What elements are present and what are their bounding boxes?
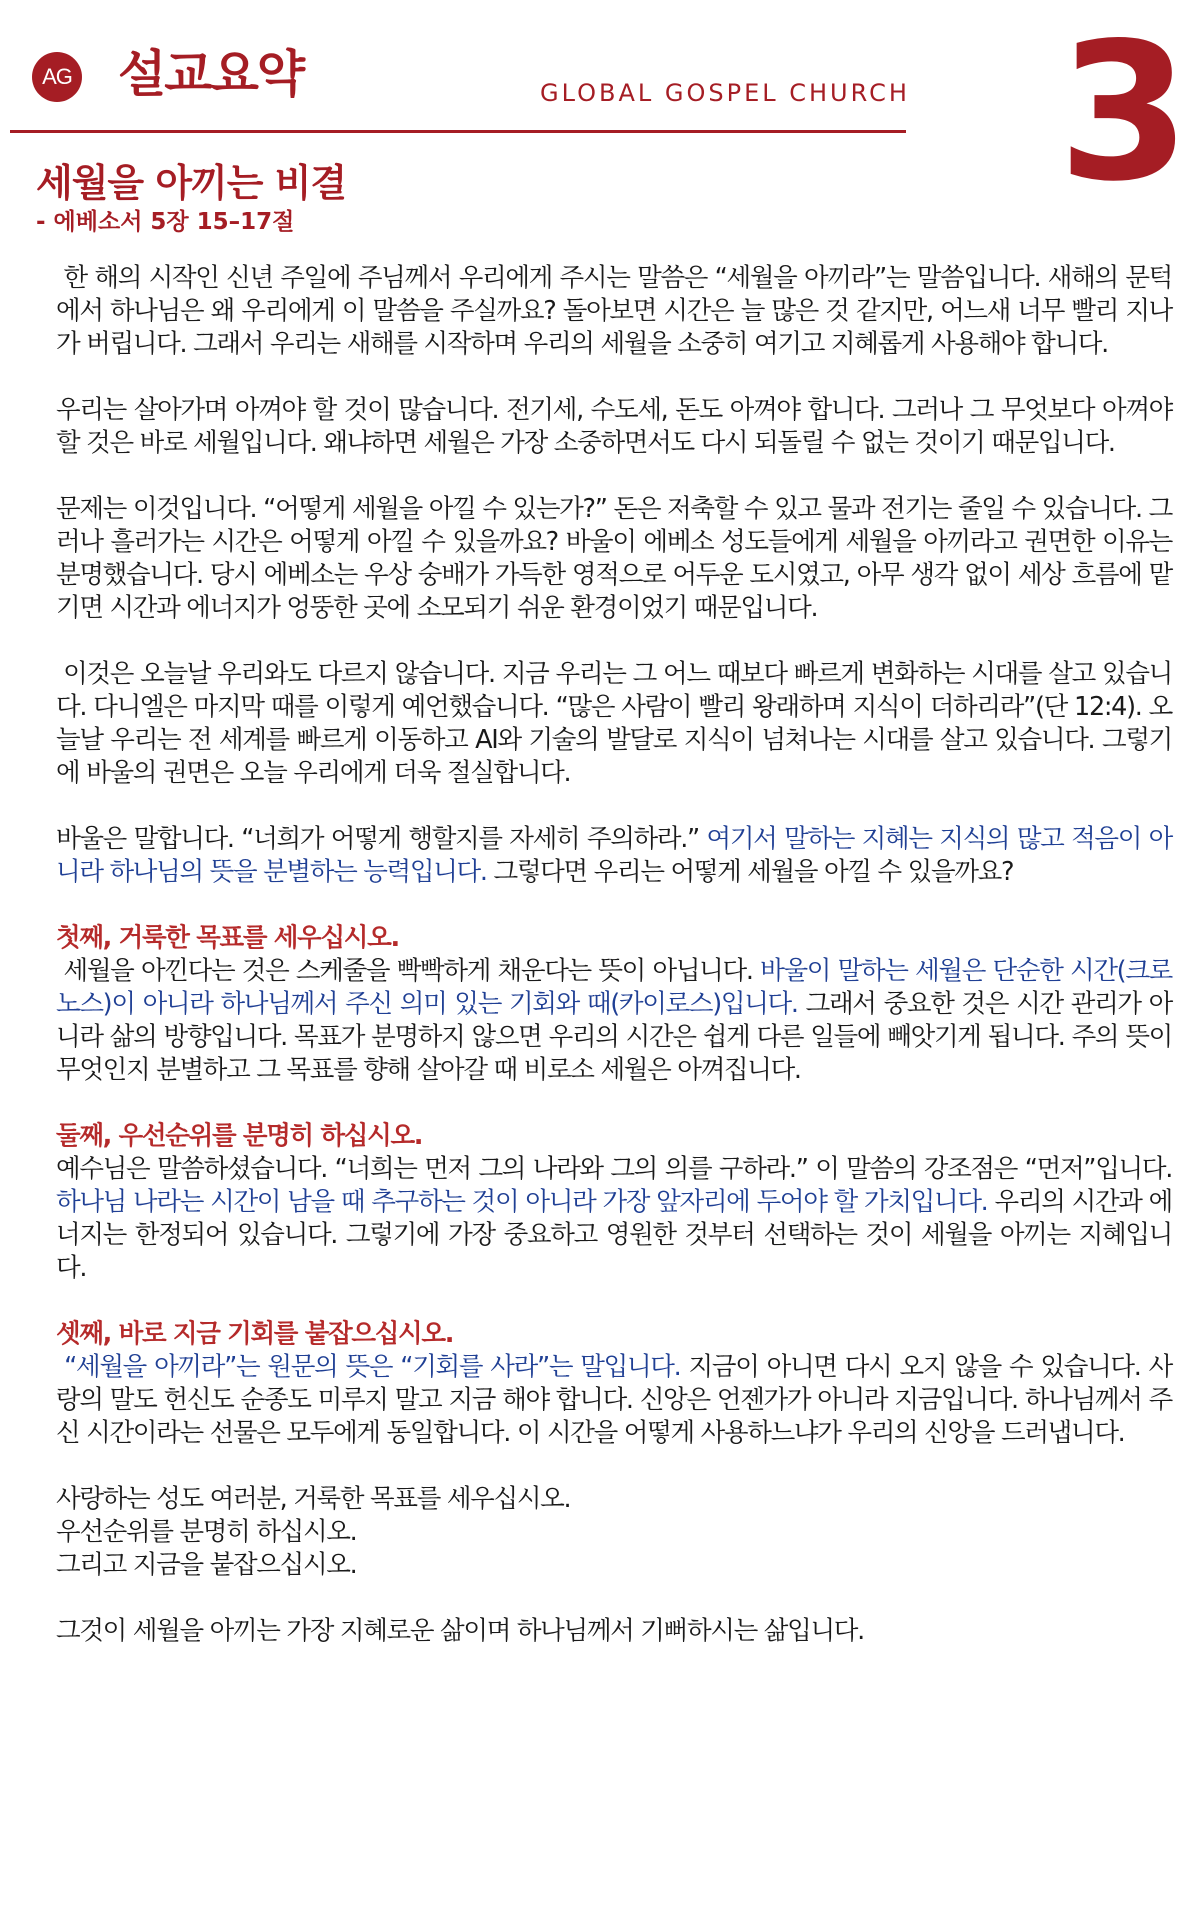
point-1 bbox=[56, 922, 1172, 1087]
point-1-heading: 첫째, 거룩한 목표를 세우십시오. bbox=[56, 923, 399, 953]
church-logo bbox=[32, 52, 82, 102]
church-name: GLOBAL GOSPEL CHURCH bbox=[540, 79, 910, 107]
point-3-heading: 셋째, 바로 지금 기회를 붙잡으십시오. bbox=[56, 1319, 454, 1349]
point-2 bbox=[56, 1120, 1172, 1285]
point-2-text-end: 우리의 시간과 에너지는 한정되어 있습니다. 그렇기에 가장 중요하고 영원한 것부터 선택하는 것이 세월을 아끼는 지혜입니다. bbox=[56, 1187, 1173, 1283]
point-2-heading: 둘째, 우선순위를 분명히 하십시오. bbox=[56, 1121, 423, 1151]
closing-line-2: 우선순위를 분명히 하십시오. bbox=[56, 1517, 357, 1547]
paragraph-4 bbox=[56, 658, 1172, 790]
point-2-emphasis: 하나님 나라는 시간이 남을 때 추구하는 것이 아니라 가장 앞자리에 두어야 할 가치입니다. bbox=[56, 1187, 988, 1217]
header-divider bbox=[10, 130, 906, 133]
page-title: 설교요약 bbox=[118, 45, 304, 103]
scripture-reference: - 에베소서 5장 15–17절 bbox=[36, 209, 295, 235]
point-3-text: 지금이 아니면 다시 오지 않을 수 있습니다. 사랑의 말도 헌신도 순종도 미루지 말고 지금 해야 합니다. 신앙은 언젠가가 아니라 지금입니다. 하나님께서 주신 시간이라는 선물은 모두에게 동일합니다. 이 시간을 어떻게 사용하느냐가 우리의 신앙을 드러냅니다. bbox=[56, 1352, 1172, 1448]
issue-number: 3 bbox=[1058, 2, 1191, 223]
closing-line-4: 그것이 세월을 아끼는 가장 지혜로운 삶이며 하나님께서 기뻐하시는 삶입니다. bbox=[56, 1616, 864, 1646]
paragraph-2-text: 우리는 살아가며 아껴야 할 것이 많습니다. 전기세, 수도세, 돈도 아껴야 합니다. 그러나 그 무엇보다 아껴야 할 것은 바로 세월입니다. 왜냐하면 세월은 가장 소중하면서도 다시 되돌릴 수 없는 것이기 때문입니다. bbox=[56, 395, 1172, 458]
closing-line-3: 그리고 지금을 붙잡으십시오. bbox=[56, 1550, 357, 1580]
sermon-body bbox=[56, 262, 1172, 1681]
point-3 bbox=[56, 1318, 1172, 1450]
point-1-emphasis: 바울이 말하는 세월은 단순한 시간(크로노스)이 아니라 하나님께서 주신 의미 있는 기회와 때(카이로스)입니다. bbox=[56, 956, 1172, 1019]
sermon-title: 세월을 아끼는 비결 bbox=[36, 161, 347, 205]
point-2-text: 예수님은 말씀하셨습니다. “너희는 먼저 그의 나라와 그의 의를 구하라.” 이 말씀의 강조점은 “먼저”입니다. bbox=[56, 1154, 1172, 1184]
point-1-text-end: 그래서 중요한 것은 시간 관리가 아니라 삶의 방향입니다. 목표가 분명하지 않으면 우리의 시간은 쉽게 다른 일들에 빼앗기게 됩니다. 주의 뜻이 무엇인지 분별하고 그 목표를 향해 살아갈 때 비로소 세월은 아껴집니다. bbox=[56, 989, 1173, 1085]
logo-text: AG bbox=[42, 64, 72, 89]
paragraph-intro bbox=[56, 262, 1172, 361]
paragraph-5-text-end: 그렇다면 우리는 어떻게 세월을 아낄 수 있을까요? bbox=[486, 857, 1014, 887]
paragraph-4-text: 이것은 오늘날 우리와도 다르지 않습니다. 지금 우리는 그 어느 때보다 빠르게 변화하는 시대를 살고 있습니다. 다니엘은 마지막 때를 이렇게 예언했습니다. “많은 사람이 빨리 왕래하며 지식이 더하리라”(단 12:4). 오늘날 우리는 전 세계를 빠르게 이동하고 AI와 기술의 발달로 지식이 넘쳐나는 시대를 살고 있습니다. 그렇기에 바울의 권면은 오늘 우리에게 더욱 절실합니다. bbox=[56, 659, 1172, 788]
paragraph-3-text: 문제는 이것입니다. “어떻게 세월을 아낄 수 있는가?” 돈은 저축할 수 있고 물과 전기는 줄일 수 있습니다. 그러나 흘러가는 시간은 어떻게 아낄 수 있을까요? 바울이 에베소 성도들에게 세월을 아끼라고 권면한 이유는 분명했습니다. 당시 에베소는 우상 숭배가 가득한 영적으로 어두운 도시였고, 아무 생각 없이 세상 흐름에 맡기면 시간과 에너지가 엉뚱한 곳에 소모되기 쉬운 환경이었기 때문입니다. bbox=[56, 494, 1172, 623]
paragraph-5-emphasis: 여기서 말하는 지혜는 지식의 많고 적음이 아니라 하나님의 뜻을 분별하는 능력입니다. bbox=[56, 824, 1172, 887]
paragraph-intro-text: 한 해의 시작인 신년 주일에 주님께서 우리에게 주시는 말씀은 “세월을 아끼라”는 말씀입니다. 새해의 문턱에서 하나님은 왜 우리에게 이 말씀을 주실까요? 돌아보면 시간은 늘 많은 것 같지만, 어느새 너무 빨리 지나가 버립니다. 그래서 우리는 새해를 시작하며 우리의 세월을 소중히 여기고 지혜롭게 사용해야 합니다. bbox=[56, 263, 1172, 359]
paragraph-5 bbox=[56, 823, 1172, 889]
point-3-emphasis: “세월을 아끼라”는 원문의 뜻은 “기회를 사라”는 말입니다. bbox=[64, 1352, 681, 1382]
paragraph-2 bbox=[56, 394, 1172, 460]
closing-line-1: 사랑하는 성도 여러분, 거룩한 목표를 세우십시오. bbox=[56, 1484, 571, 1514]
point-1-text: 세월을 아낀다는 것은 스케줄을 빡빡하게 채운다는 뜻이 아닙니다. bbox=[63, 956, 761, 986]
paragraph-5-text: 바울은 말합니다. “너희가 어떻게 행할지를 자세히 주의하라.” bbox=[56, 824, 707, 854]
paragraph-3 bbox=[56, 493, 1172, 625]
